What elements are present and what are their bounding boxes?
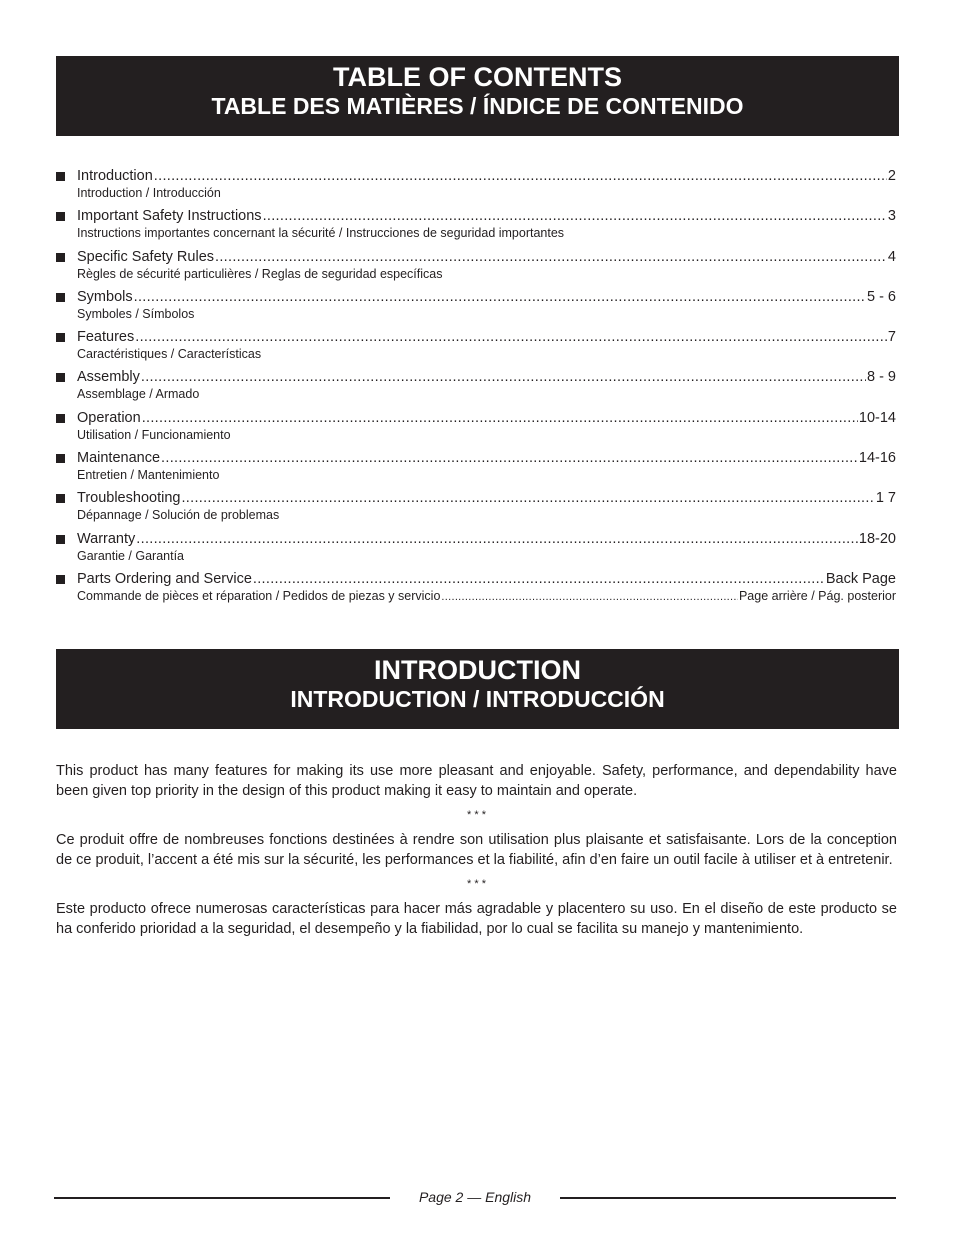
- intro-paragraph-en: This product has many features for making its use more pleasant and enjoyable. Safety, performance, and dependability have been given top priority in the design of this product making it easy to maintain and operate.: [56, 763, 897, 799]
- toc-label: Introduction: [77, 168, 153, 184]
- toc-label: Assembly: [77, 369, 140, 386]
- toc-label: Operation: [77, 409, 141, 426]
- square-bullet-icon: [56, 494, 65, 503]
- toc-label: Important Safety Instructions: [77, 208, 262, 225]
- toc-entry-assembly[interactable]: [56, 368, 896, 408]
- square-bullet-icon: [56, 535, 65, 544]
- toc-sub-label: Entretien / Mantenimiento: [77, 468, 220, 483]
- toc-page: 18-20: [858, 530, 896, 547]
- toc-entry-warranty[interactable]: [56, 530, 896, 570]
- dot-leader: [441, 589, 738, 605]
- dot-leader: [263, 207, 887, 225]
- introduction-subtitle: INTRODUCTION / INTRODUCCIÓN: [290, 686, 665, 712]
- toc-subtitle: TABLE DES MATIÈRES / ÍNDICE DE CONTENIDO: [211, 93, 744, 119]
- toc-page: 1 7: [875, 490, 896, 507]
- toc-sub-label: Dépannage / Solución de problemas: [77, 508, 280, 523]
- toc-sub-label: Instructions importantes concernant la sécurité / Instrucciones de seguridad importantes: [77, 226, 565, 241]
- dot-leader: [161, 449, 858, 467]
- dot-leader: [142, 409, 858, 427]
- toc-entry-maintenance[interactable]: [56, 449, 896, 489]
- toc-sub-label: Assemblage / Armado: [77, 387, 200, 402]
- square-bullet-icon: [56, 373, 65, 382]
- square-bullet-icon: [56, 212, 65, 221]
- square-bullet-icon: [56, 333, 65, 342]
- introduction-title: INTRODUCTION: [374, 655, 581, 685]
- toc-page: 2: [887, 168, 896, 184]
- toc-page: 8 - 9: [866, 369, 896, 386]
- toc-sub-page: Page arrière / Pág. posterior: [738, 588, 896, 603]
- dot-leader: [154, 167, 887, 185]
- square-bullet-icon: [56, 454, 65, 463]
- toc-title: TABLE OF CONTENTS: [333, 62, 622, 92]
- square-bullet-icon: [56, 253, 65, 262]
- dot-leader: [136, 530, 858, 548]
- toc-entry-features[interactable]: [56, 328, 896, 368]
- dot-leader: [135, 328, 887, 346]
- toc-entry-specific-safety-rules[interactable]: [56, 248, 896, 288]
- square-bullet-icon: [56, 575, 65, 584]
- toc-page: 5 - 6: [866, 288, 896, 305]
- separator: * * *: [467, 878, 486, 890]
- toc-page: 10-14: [858, 409, 896, 426]
- toc-sub-label: Symboles / Símbolos: [77, 306, 195, 321]
- introduction-banner: [56, 649, 899, 729]
- table-of-contents: [56, 167, 896, 610]
- toc-label: Symbols: [77, 288, 133, 305]
- toc-label: Troubleshooting: [77, 490, 181, 507]
- dot-leader: [141, 368, 866, 386]
- toc-page: 7: [887, 329, 896, 346]
- toc-label: Maintenance: [77, 450, 161, 467]
- toc-banner: [56, 56, 899, 136]
- toc-label: Features: [77, 329, 135, 346]
- toc-entry-symbols[interactable]: [56, 288, 896, 328]
- dot-leader: [253, 570, 825, 588]
- toc-page: 14-16: [858, 450, 896, 467]
- toc-entry-troubleshooting[interactable]: [56, 489, 896, 529]
- square-bullet-icon: [56, 293, 65, 302]
- toc-label: Warranty: [77, 530, 136, 547]
- introduction-body: [56, 762, 897, 939]
- toc-page: 3: [887, 208, 896, 225]
- square-bullet-icon: [56, 414, 65, 423]
- footer-rule-right: [560, 1197, 896, 1199]
- toc-sub-label: Commande de pièces et réparation / Pedidos de piezas y servicio: [77, 588, 441, 603]
- page-number: Page 2 — English: [418, 1189, 532, 1205]
- intro-paragraph-es: Este producto ofrece numerosas características para hacer más agradable y placentero su uso. En el diseño de este producto se ha conferido prioridad a la seguridad, el desempeño y la fiabilidad, por lo cual se facilita su manejo y mantenimiento.: [56, 901, 897, 937]
- toc-sub-label: Caractéristiques / Características: [77, 347, 262, 362]
- toc-entry-safety-instructions[interactable]: [56, 207, 896, 247]
- toc-sub-label: Garantie / Garantía: [77, 548, 185, 563]
- square-bullet-icon: [56, 172, 65, 181]
- dot-leader: [134, 288, 866, 306]
- separator: * * *: [467, 809, 486, 821]
- toc-sub-label: Introduction / Introducción: [77, 186, 221, 200]
- toc-entry-parts-ordering[interactable]: [56, 570, 896, 610]
- intro-paragraph-fr: Ce produit offre de nombreuses fonctions destinées à rendre son utilisation plus plaisante et satisfaisante. Lors de la conception de ce produit, l’accent a été mis sur la sécurité, les performances et la fiabilité, afin d’en faire un outil facile à utiliser et à entretenir.: [56, 832, 897, 868]
- footer-rule-left: [54, 1197, 390, 1199]
- dot-leader: [181, 489, 874, 507]
- toc-sub-label: Règles de sécurité particulières / Reglas de seguridad específicas: [77, 266, 443, 281]
- dot-leader: [215, 248, 887, 266]
- toc-entry-operation[interactable]: [56, 409, 896, 449]
- toc-sub-label: Utilisation / Funcionamiento: [77, 427, 231, 442]
- toc-page: Back Page: [825, 570, 896, 587]
- toc-label: Specific Safety Rules: [77, 248, 215, 265]
- toc-entry-introduction[interactable]: [56, 167, 896, 207]
- toc-page: 4: [887, 248, 896, 265]
- toc-label: Parts Ordering and Service: [77, 570, 252, 587]
